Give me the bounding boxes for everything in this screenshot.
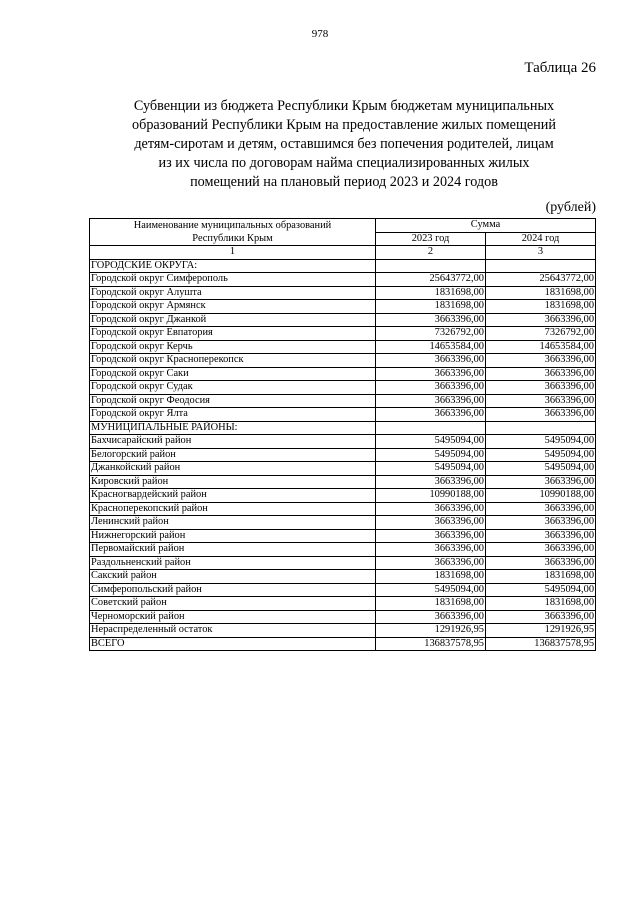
amount-2024: 3663396,00 — [486, 610, 596, 624]
table-row — [90, 556, 596, 570]
table-row — [90, 273, 596, 287]
amount-2023: 5495094,00 — [376, 448, 486, 462]
amount-2024: 3663396,00 — [486, 394, 596, 408]
amount-2024 — [486, 259, 596, 273]
amount-2024: 3663396,00 — [486, 354, 596, 368]
municipality-name: ГОРОДСКИЕ ОКРУГА: — [90, 259, 376, 273]
municipality-name: Красноперекопский район — [90, 502, 376, 516]
header-name-line: Наименование муниципальных образований — [133, 220, 332, 231]
subvention-table — [89, 218, 596, 651]
table-row — [90, 394, 596, 408]
table-row — [90, 475, 596, 489]
amount-2023: 3663396,00 — [376, 381, 486, 395]
table-row — [90, 354, 596, 368]
table-row — [90, 624, 596, 638]
municipality-name: Джанкойский район — [90, 462, 376, 476]
table-row — [90, 313, 596, 327]
amount-2024: 3663396,00 — [486, 556, 596, 570]
municipality-name: Нижнегорский район — [90, 529, 376, 543]
table-label: Таблица 26 — [524, 60, 596, 76]
column-numbers-row — [90, 246, 596, 260]
amount-2023 — [376, 259, 486, 273]
amount-2023: 1831698,00 — [376, 570, 486, 584]
municipality-name: Кировский район — [90, 475, 376, 489]
header-name-cell — [90, 219, 376, 246]
amount-2024: 10990188,00 — [486, 489, 596, 503]
municipality-name: Городской округ Судак — [90, 381, 376, 395]
amount-2024: 3663396,00 — [486, 529, 596, 543]
header-year-2024: 2024 год — [486, 232, 596, 246]
amount-2024: 136837578,95 — [486, 637, 596, 651]
amount-2024: 25643772,00 — [486, 273, 596, 287]
amount-2023: 5495094,00 — [376, 462, 486, 476]
municipality-name: Советский район — [90, 597, 376, 611]
amount-2024: 3663396,00 — [486, 475, 596, 489]
amount-2024: 14653584,00 — [486, 340, 596, 354]
amount-2024: 3663396,00 — [486, 367, 596, 381]
table-row — [90, 381, 596, 395]
amount-2023: 3663396,00 — [376, 516, 486, 530]
municipality-name: Бахчисарайский район — [90, 435, 376, 449]
amount-2024: 7326792,00 — [486, 327, 596, 341]
section-header-row — [90, 259, 596, 273]
table-row — [90, 300, 596, 314]
municipality-name: Городской округ Керчь — [90, 340, 376, 354]
amount-2023: 14653584,00 — [376, 340, 486, 354]
amount-2023: 25643772,00 — [376, 273, 486, 287]
amount-2024: 1831698,00 — [486, 300, 596, 314]
amount-2023: 3663396,00 — [376, 556, 486, 570]
amount-2023: 1831698,00 — [376, 300, 486, 314]
section-header-row — [90, 421, 596, 435]
municipality-name: Городской округ Красноперекопск — [90, 354, 376, 368]
page-number: 978 — [311, 28, 329, 40]
title-line: помещений на плановый период 2023 и 2024 годов — [190, 174, 498, 190]
amount-2024: 5495094,00 — [486, 448, 596, 462]
amount-2024: 3663396,00 — [486, 516, 596, 530]
amount-2023: 3663396,00 — [376, 543, 486, 557]
column-number: 3 — [486, 246, 596, 260]
table-row — [90, 502, 596, 516]
municipality-name: Черноморский район — [90, 610, 376, 624]
amount-2024: 1831698,00 — [486, 286, 596, 300]
total-label: ВСЕГО — [90, 637, 376, 651]
table-row — [90, 327, 596, 341]
municipality-name: Красногвардейский район — [90, 489, 376, 503]
amount-2023 — [376, 421, 486, 435]
amount-2023: 5495094,00 — [376, 583, 486, 597]
header-name-line: Республики Крым — [192, 233, 273, 244]
table-row — [90, 408, 596, 422]
municipality-name: Нераспределенный остаток — [90, 624, 376, 638]
header-year-2023: 2023 год — [376, 232, 486, 246]
amount-2024: 3663396,00 — [486, 543, 596, 557]
table-row — [90, 597, 596, 611]
amount-2023: 1291926,95 — [376, 624, 486, 638]
amount-2024: 1831698,00 — [486, 570, 596, 584]
amount-2023: 7326792,00 — [376, 327, 486, 341]
amount-2024: 3663396,00 — [486, 408, 596, 422]
table-row — [90, 610, 596, 624]
table-row — [90, 462, 596, 476]
amount-2023: 5495094,00 — [376, 435, 486, 449]
document-title — [100, 97, 588, 192]
amount-2023: 136837578,95 — [376, 637, 486, 651]
municipality-name: Городской округ Джанкой — [90, 313, 376, 327]
municipality-name: МУНИЦИПАЛЬНЫЕ РАЙОНЫ: — [90, 421, 376, 435]
amount-2024: 3663396,00 — [486, 313, 596, 327]
municipality-name: Городской округ Симферополь — [90, 273, 376, 287]
municipality-name: Городской округ Алушта — [90, 286, 376, 300]
title-line: Субвенции из бюджета Республики Крым бюджетам муниципальных — [133, 98, 555, 114]
amount-2023: 3663396,00 — [376, 367, 486, 381]
municipality-name: Сакский район — [90, 570, 376, 584]
amount-2023: 3663396,00 — [376, 502, 486, 516]
municipality-name: Симферопольский район — [90, 583, 376, 597]
column-number: 2 — [376, 246, 486, 260]
table-row — [90, 367, 596, 381]
amount-2023: 3663396,00 — [376, 354, 486, 368]
table-row — [90, 489, 596, 503]
table-row — [90, 583, 596, 597]
amount-2024: 3663396,00 — [486, 502, 596, 516]
title-line: образований Республики Крым на предоставление жилых помещений — [132, 117, 556, 133]
amount-2023: 3663396,00 — [376, 475, 486, 489]
table-row — [90, 435, 596, 449]
total-row — [90, 637, 596, 651]
amount-2023: 3663396,00 — [376, 313, 486, 327]
amount-2024: 5495094,00 — [486, 435, 596, 449]
amount-2023: 3663396,00 — [376, 408, 486, 422]
amount-2023: 3663396,00 — [376, 529, 486, 543]
amount-2023: 10990188,00 — [376, 489, 486, 503]
table-row — [90, 529, 596, 543]
title-line: из их числа по договорам найма специализированных жилых — [158, 155, 530, 171]
amount-2024: 5495094,00 — [486, 462, 596, 476]
municipality-name: Первомайский район — [90, 543, 376, 557]
municipality-name: Городской округ Ялта — [90, 408, 376, 422]
municipality-name: Городской округ Армянск — [90, 300, 376, 314]
table-row — [90, 448, 596, 462]
units-label: (рублей) — [545, 200, 596, 215]
table-header-row — [90, 219, 596, 233]
column-number: 1 — [90, 246, 376, 260]
amount-2024: 3663396,00 — [486, 381, 596, 395]
amount-2023: 3663396,00 — [376, 610, 486, 624]
municipality-name: Ленинский район — [90, 516, 376, 530]
amount-2024: 5495094,00 — [486, 583, 596, 597]
amount-2024: 1831698,00 — [486, 597, 596, 611]
municipality-name: Белогорский район — [90, 448, 376, 462]
amount-2023: 1831698,00 — [376, 597, 486, 611]
amount-2023: 3663396,00 — [376, 394, 486, 408]
municipality-name: Городской округ Феодосия — [90, 394, 376, 408]
title-line: детям-сиротам и детям, оставшимся без попечения родителей, лицам — [134, 136, 554, 152]
amount-2023: 1831698,00 — [376, 286, 486, 300]
amount-2024 — [486, 421, 596, 435]
table-row — [90, 570, 596, 584]
header-sum-cell: Сумма — [376, 219, 596, 233]
table-row — [90, 340, 596, 354]
municipality-name: Раздольненский район — [90, 556, 376, 570]
municipality-name: Городской округ Саки — [90, 367, 376, 381]
table-row — [90, 516, 596, 530]
table-row — [90, 543, 596, 557]
amount-2024: 1291926,95 — [486, 624, 596, 638]
municipality-name: Городской округ Евпатория — [90, 327, 376, 341]
table-row — [90, 286, 596, 300]
table-body — [90, 259, 596, 651]
